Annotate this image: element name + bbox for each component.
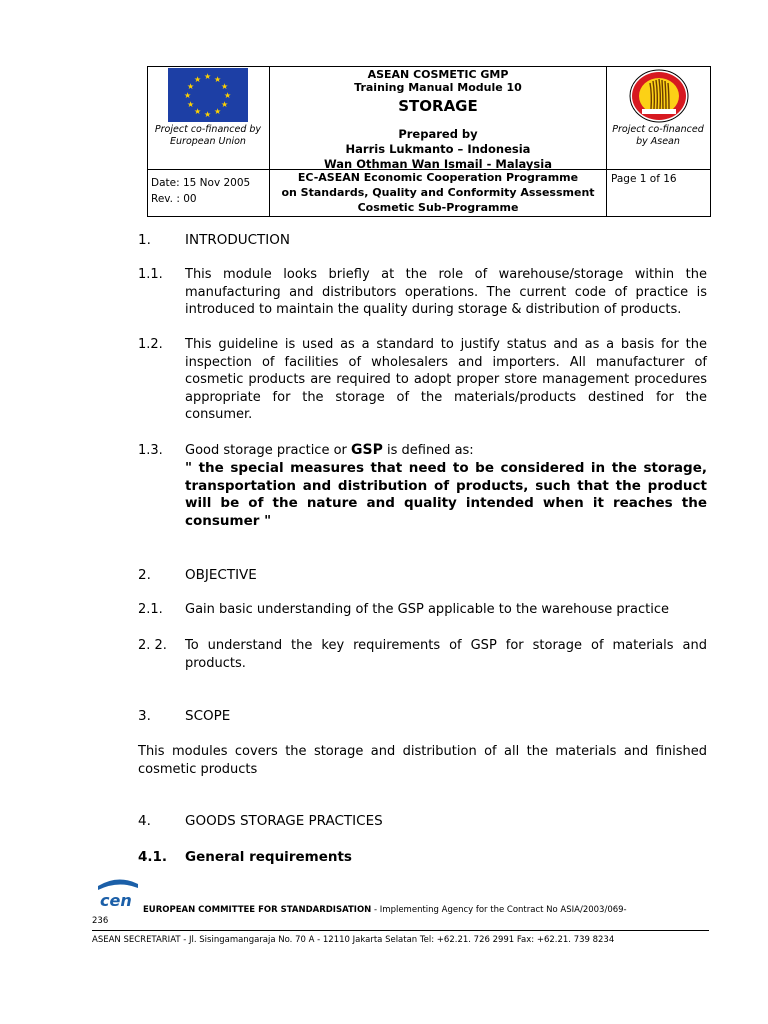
eu-flag-logo: ★ ★ ★ ★ ★ ★ ★ ★ ★ ★ ★ ★ [168, 68, 248, 122]
gsp-definition-quote: " the special measures that need to be considered in the storage, transportation and distribution of products, such that the product will be of the nature and quality intended when it reaches the consumer " [185, 460, 707, 529]
page-number: Page 1 of 16 [611, 173, 677, 185]
footer-agency-line [143, 904, 709, 916]
header-title-line2: Training Manual Module 10 [354, 81, 522, 94]
section-3-text: This modules covers the storage and distribution of all the materials and finished cosmetic products [138, 744, 707, 777]
section-3-title: SCOPE [185, 708, 231, 724]
header-author-2: Wan Othman Wan Ismail - Malaysia [324, 157, 552, 171]
footer-agency-contract: - Implementing Agency for the Contract No ASIA/2003/069- [371, 905, 627, 915]
table-border-right [710, 66, 711, 217]
asean-caption [607, 124, 709, 148]
footer-rule [92, 930, 709, 931]
section-1-number: 1. [138, 232, 151, 248]
header-title-line1: ASEAN COSMETIC GMP [367, 68, 509, 81]
section-2-2-text: To understand the key requirements of GSP for storage of materials and products. [185, 638, 707, 671]
footer-contract-continuation: 236 [92, 916, 109, 926]
section-2-2-number: 2. 2. [138, 638, 167, 653]
programme-line2: on Standards, Quality and Conformity Assessment [281, 186, 595, 199]
eu-caption-line2: European Union [170, 136, 246, 147]
gsp-definition-intro: Good storage practice or [185, 443, 352, 458]
eu-caption-line1: Project co-financed by [154, 124, 262, 135]
section-2-1-number: 2.1. [138, 602, 163, 617]
section-2-number: 2. [138, 567, 151, 583]
cen-logo-text: cen [100, 891, 132, 910]
gsp-definition-suffix: is defined as: [382, 443, 474, 458]
footer-address: ASEAN SECRETARIAT - Jl. Sisingamangaraja No. 70 A - 12110 Jakarta Selatan Tel: +62.21. 726 2991 Fax: +62.21. 739 8234 [92, 935, 615, 945]
header-main-title: STORAGE [398, 97, 478, 115]
table-border-left [147, 66, 148, 217]
table-border-top [147, 66, 711, 67]
section-1-2-number: 1.2. [138, 337, 163, 352]
section-4-1-number: 4.1. [138, 849, 168, 865]
section-1-1-text: This module looks briefly at the role of warehouse/storage within the manufacturing and distributors operations. The current code of practice is introduced to maintain the quality during storage & distribution of products. [185, 267, 707, 317]
section-2-1-text: Gain basic understanding of the GSP applicable to the warehouse practice [185, 602, 669, 617]
asean-logo [628, 69, 690, 123]
table-border-bottom [147, 216, 711, 217]
programme-line3: Cosmetic Sub-Programme [357, 201, 519, 214]
section-1-1-number: 1.1. [138, 267, 163, 282]
section-4-number: 4. [138, 813, 151, 829]
section-4-1-title: General requirements [185, 849, 352, 865]
eu-caption [149, 124, 267, 148]
header-author-1: Harris Lukmanto – Indonesia [345, 142, 531, 156]
gsp-term: GSP [351, 442, 383, 458]
section-2-title: OBJECTIVE [185, 567, 257, 583]
footer-agency-name: EUROPEAN COMMITTEE FOR STANDARDISATION [143, 905, 372, 915]
header-prepared-by: Prepared by [398, 127, 478, 141]
section-1-3-text [185, 442, 707, 460]
header-date: Date: 15 Nov 2005 [151, 177, 251, 189]
section-4-title: GOODS STORAGE PRACTICES [185, 813, 383, 829]
section-3-number: 3. [138, 708, 151, 724]
section-1-title: INTRODUCTION [185, 232, 290, 248]
header-revision: Rev. : 00 [151, 193, 197, 205]
table-divider-left [269, 66, 270, 217]
header-table [147, 66, 711, 217]
section-1-3-number: 1.3. [138, 443, 163, 458]
section-1-2-text: This guideline is used as a standard to justify status and as a basis for the inspection of facilities of wholesalers and importers. All manufacturer of cosmetic products are required to adopt proper store management procedures appropriate for the storage of the materials/products destined for the consumer. [185, 337, 707, 422]
asean-caption-line1: Project co-financed [612, 124, 704, 135]
cen-logo [96, 876, 140, 912]
programme-line1: EC-ASEAN Economic Cooperation Programme [297, 171, 579, 184]
asean-caption-line2: by Asean [636, 136, 680, 147]
